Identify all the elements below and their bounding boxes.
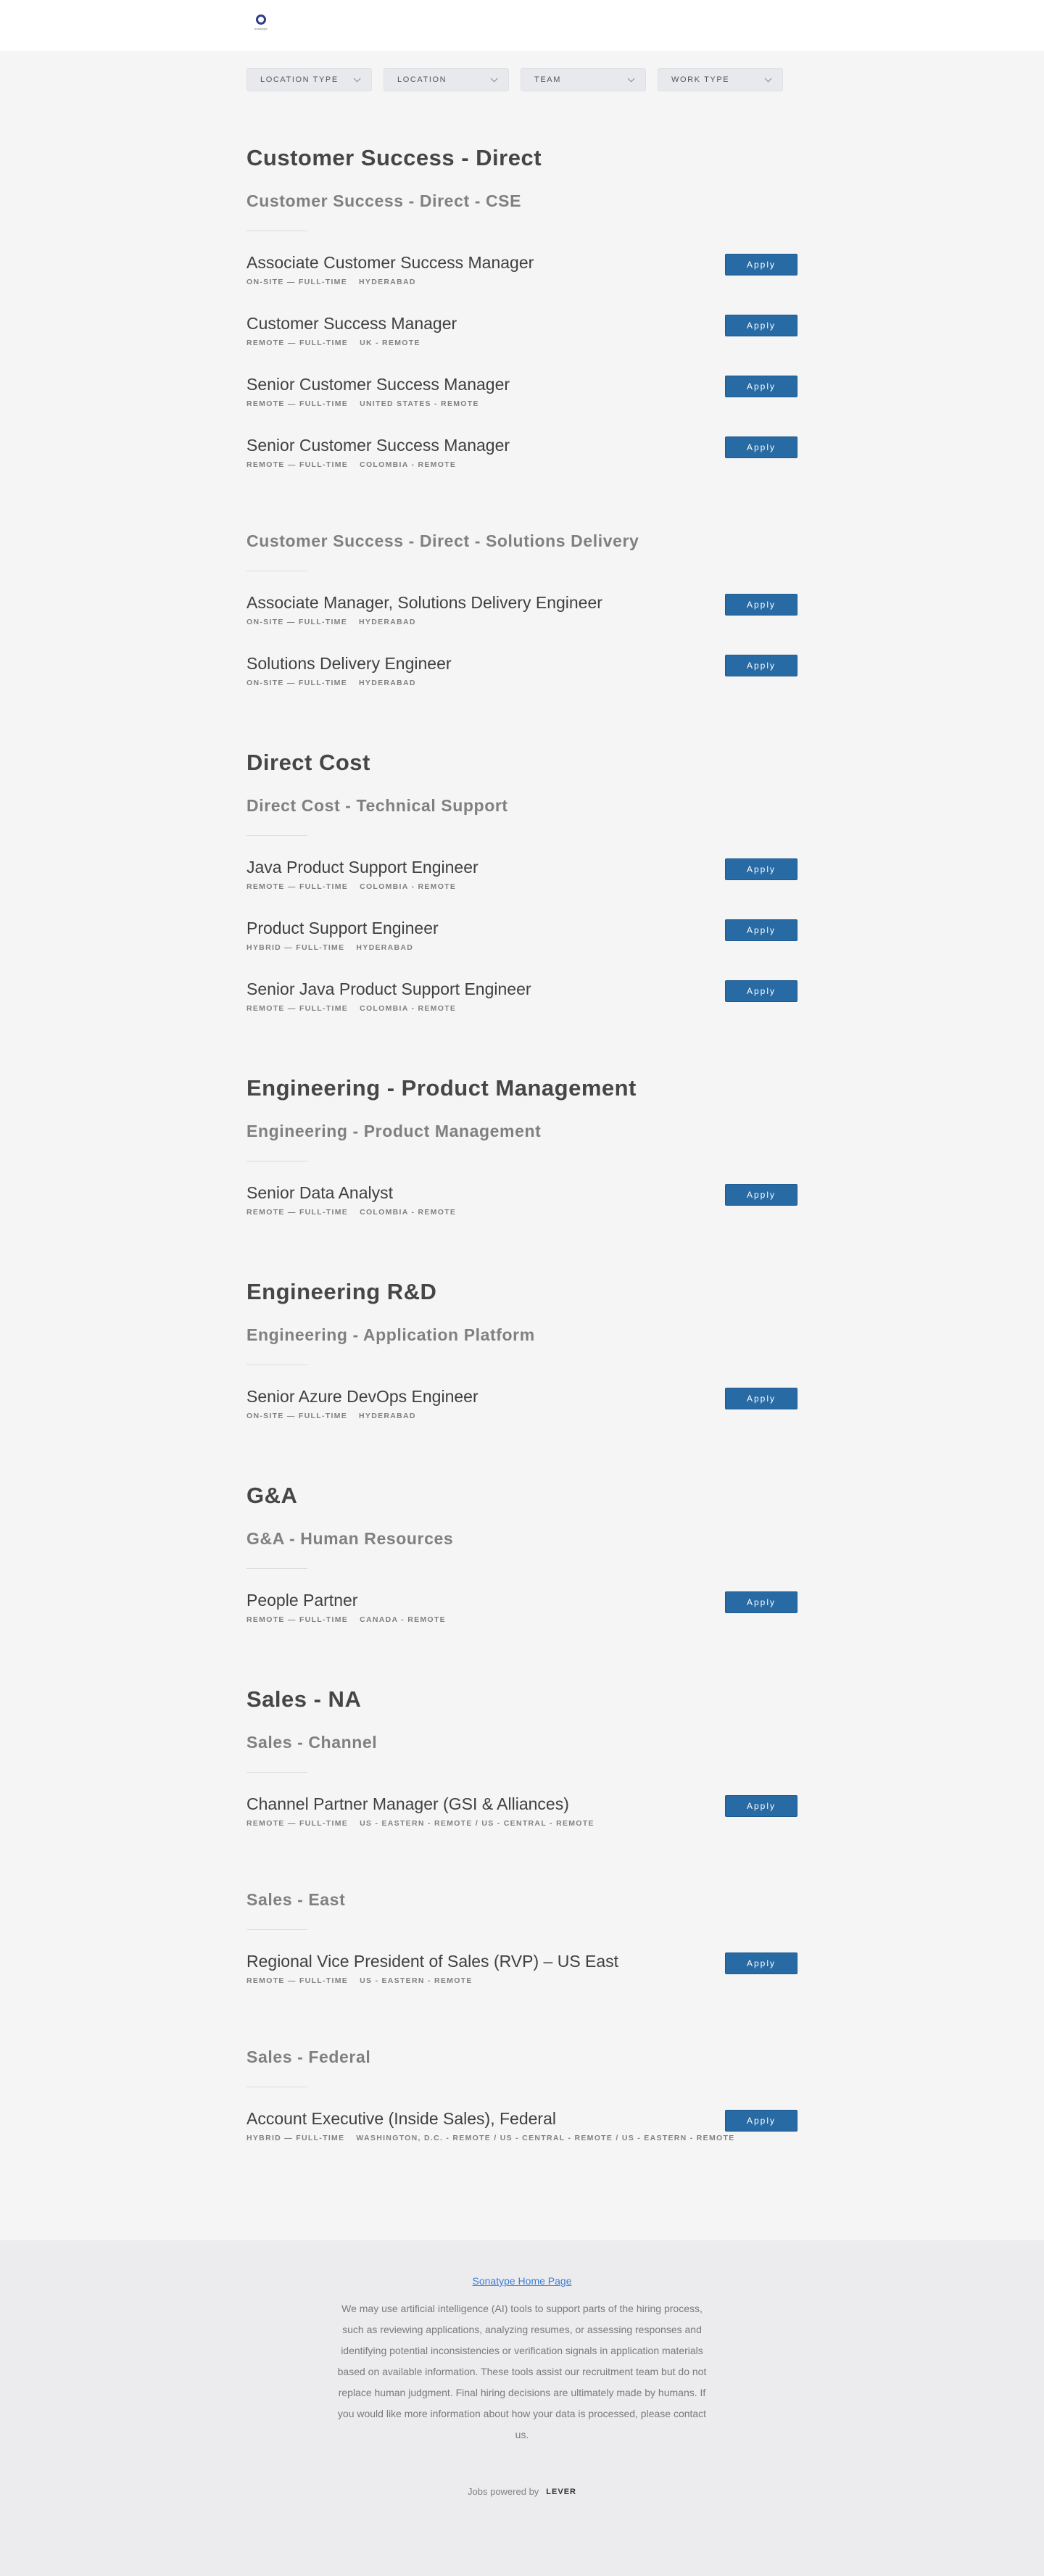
- job-meta: [246, 1615, 798, 1624]
- job-meta: [246, 1004, 798, 1013]
- job-title-link[interactable]: People Partner: [246, 1591, 358, 1610]
- team-group: [246, 530, 798, 748]
- job-work-type: REMOTE — FULL-TIME: [246, 339, 349, 347]
- team-divider: [246, 835, 307, 836]
- job-work-type: ON-SITE — FULL-TIME: [246, 1412, 348, 1420]
- job-posting: [246, 373, 798, 434]
- team-title: Engineering - Product Management: [246, 1122, 542, 1140]
- job-title-link[interactable]: Associate Customer Success Manager: [246, 253, 534, 272]
- job-work-type: REMOTE — FULL-TIME: [246, 460, 349, 469]
- job-location: CANADA - REMOTE: [360, 1615, 446, 1624]
- job-title-link[interactable]: Solutions Delivery Engineer: [246, 654, 452, 673]
- apply-button[interactable]: Apply: [725, 655, 798, 676]
- job-location: COLOMBIA - REMOTE: [360, 1004, 457, 1013]
- apply-button[interactable]: Apply: [725, 1388, 798, 1409]
- job-work-type: REMOTE — FULL-TIME: [246, 1615, 349, 1624]
- team-group: [246, 190, 798, 530]
- job-posting: [246, 434, 798, 495]
- department-title: Engineering - Product Management: [246, 1075, 637, 1101]
- job-work-type: ON-SITE — FULL-TIME: [246, 618, 348, 626]
- job-meta: [246, 278, 798, 286]
- job-location: HYDERABAD: [356, 943, 414, 952]
- apply-button[interactable]: Apply: [725, 1952, 798, 1974]
- filter-label: LOCATION TYPE: [260, 75, 339, 84]
- department-title: Customer Success - Direct: [246, 145, 542, 170]
- apply-button[interactable]: Apply: [725, 254, 798, 276]
- apply-button[interactable]: Apply: [725, 376, 798, 397]
- job-meta: [246, 399, 798, 408]
- team-title: Customer Success - Direct - Solutions Delivery: [246, 531, 639, 550]
- team-divider: [246, 1568, 307, 1569]
- filter-bar: [246, 51, 798, 144]
- team-group: [246, 1731, 798, 1889]
- team-group: [246, 1120, 798, 1277]
- team-title: Sales - Channel: [246, 1733, 378, 1752]
- job-meta: [246, 1819, 798, 1828]
- apply-button[interactable]: Apply: [725, 919, 798, 941]
- department-group: [246, 144, 798, 748]
- chevron-down-icon: [628, 75, 635, 82]
- job-posting: [246, 653, 798, 713]
- chevron-down-icon: [354, 75, 361, 82]
- job-title-link[interactable]: Senior Java Product Support Engineer: [246, 980, 531, 998]
- sonatype-logo[interactable]: [246, 15, 276, 36]
- job-posting: [246, 917, 798, 978]
- apply-button[interactable]: Apply: [725, 436, 798, 458]
- department-group: [246, 1481, 798, 1685]
- team-title: Sales - East: [246, 1890, 346, 1909]
- job-work-type: REMOTE — FULL-TIME: [246, 1976, 349, 1985]
- department-title: Sales - NA: [246, 1686, 362, 1712]
- apply-button[interactable]: Apply: [725, 1591, 798, 1613]
- job-posting: [246, 2108, 798, 2169]
- team-group: [246, 1324, 798, 1481]
- apply-button[interactable]: Apply: [725, 980, 798, 1002]
- job-posting: [246, 252, 798, 312]
- job-location: WASHINGTON, D.C. - REMOTE / US - CENTRAL - REMOTE / US - EASTERN - REMOTE: [356, 2134, 735, 2142]
- team-title: G&A - Human Resources: [246, 1529, 454, 1548]
- job-title-link[interactable]: Senior Azure DevOps Engineer: [246, 1387, 478, 1406]
- team-divider: [246, 1929, 307, 1930]
- department-title: Direct Cost: [246, 750, 370, 775]
- job-location: US - EASTERN - REMOTE: [360, 1976, 473, 1985]
- job-meta: [246, 2134, 798, 2142]
- job-title-link[interactable]: Associate Manager, Solutions Delivery Engineer: [246, 593, 602, 612]
- department-group: [246, 1685, 798, 2203]
- job-posting: [246, 978, 798, 1039]
- job-posting: [246, 1386, 798, 1446]
- job-work-type: REMOTE — FULL-TIME: [246, 882, 349, 891]
- postings-list: [246, 144, 798, 2203]
- job-meta: [246, 679, 798, 687]
- job-posting: [246, 1793, 798, 1854]
- job-meta: [246, 460, 798, 469]
- job-title-link[interactable]: Java Product Support Engineer: [246, 858, 478, 877]
- job-location: US - EASTERN - REMOTE / US - CENTRAL - REMOTE: [360, 1819, 594, 1828]
- job-title-link[interactable]: Senior Data Analyst: [246, 1183, 394, 1202]
- team-group: [246, 795, 798, 1074]
- main-container: [246, 51, 798, 2203]
- job-meta: [246, 943, 798, 952]
- home-page-link[interactable]: Sonatype Home Page: [472, 2275, 572, 2287]
- chevron-down-icon: [765, 75, 772, 82]
- footer: [0, 2240, 1044, 2576]
- job-title-link[interactable]: Channel Partner Manager (GSI & Alliances): [246, 1794, 569, 1813]
- logo-ring-icon: [256, 15, 266, 25]
- top-bar: [0, 0, 1044, 51]
- job-title-link[interactable]: Senior Customer Success Manager: [246, 436, 510, 455]
- job-meta: [246, 882, 798, 891]
- logo-word: sonatype: [254, 27, 268, 30]
- job-posting: [246, 856, 798, 917]
- department-group: [246, 1074, 798, 1277]
- filter-dropdown-location-type[interactable]: [246, 68, 372, 91]
- filter-dropdown-work-type[interactable]: [658, 68, 783, 91]
- filter-dropdown-location[interactable]: [384, 68, 509, 91]
- job-title-link[interactable]: Product Support Engineer: [246, 919, 439, 937]
- job-meta: [246, 1976, 798, 1985]
- department-group: [246, 748, 798, 1074]
- team-title: Customer Success - Direct - CSE: [246, 191, 522, 210]
- apply-button[interactable]: Apply: [725, 315, 798, 336]
- job-work-type: ON-SITE — FULL-TIME: [246, 278, 348, 286]
- job-work-type: REMOTE — FULL-TIME: [246, 1208, 349, 1217]
- apply-button[interactable]: Apply: [725, 1795, 798, 1817]
- apply-button[interactable]: Apply: [725, 1184, 798, 1206]
- job-location: COLOMBIA - REMOTE: [360, 1208, 457, 1217]
- filter-label: TEAM: [534, 75, 561, 84]
- job-location: COLOMBIA - REMOTE: [360, 882, 457, 891]
- apply-button[interactable]: Apply: [725, 2110, 798, 2132]
- team-group: [246, 2046, 798, 2203]
- ai-disclaimer: We may use artificial intelligence (AI) tools to support parts of the hiring process, such as reviewing applications, analyzing resumes, or assessing responses and identifying potential inconsistencies or verification signals in application materials based on available information. These tools assist our recruitment team but do not replace human judgment. Final hiring decisions are ultimately made by humans. If you would like more information about how your data is processed, please contact us.: [337, 2303, 707, 2440]
- job-work-type: HYBRID — FULL-TIME: [246, 2134, 345, 2142]
- team-group: [246, 1528, 798, 1685]
- team-group: [246, 1889, 798, 2046]
- job-work-type: REMOTE — FULL-TIME: [246, 1004, 349, 1013]
- team-title: Engineering - Application Platform: [246, 1325, 535, 1344]
- job-title-link[interactable]: Customer Success Manager: [246, 314, 457, 333]
- job-meta: [246, 1412, 798, 1420]
- job-title-link[interactable]: Account Executive (Inside Sales), Federal: [246, 2109, 556, 2128]
- job-title-link[interactable]: Senior Customer Success Manager: [246, 375, 510, 394]
- job-posting: [246, 312, 798, 373]
- job-location: HYDERABAD: [359, 679, 416, 687]
- job-work-type: HYBRID — FULL-TIME: [246, 943, 345, 952]
- chevron-down-icon: [491, 75, 498, 82]
- job-location: UK - REMOTE: [360, 339, 420, 347]
- job-location: HYDERABAD: [359, 618, 416, 626]
- filter-label: LOCATION: [397, 75, 447, 84]
- apply-button[interactable]: Apply: [725, 594, 798, 616]
- job-work-type: REMOTE — FULL-TIME: [246, 1819, 349, 1828]
- job-posting: [246, 1589, 798, 1650]
- job-posting: [246, 592, 798, 653]
- department-title: G&A: [246, 1483, 298, 1508]
- filter-dropdown-team[interactable]: [521, 68, 646, 91]
- job-meta: [246, 618, 798, 626]
- job-meta: [246, 339, 798, 347]
- lever-logo[interactable]: LEVER: [546, 2487, 576, 2496]
- filter-label: WORK TYPE: [671, 75, 730, 84]
- job-work-type: REMOTE — FULL-TIME: [246, 399, 349, 408]
- job-work-type: ON-SITE — FULL-TIME: [246, 679, 348, 687]
- team-divider: [246, 1364, 307, 1365]
- job-location: COLOMBIA - REMOTE: [360, 460, 457, 469]
- job-meta: [246, 1208, 798, 1217]
- department-group: [246, 1277, 798, 1481]
- team-divider: [246, 1772, 307, 1773]
- job-posting: [246, 1182, 798, 1243]
- job-location: HYDERABAD: [359, 1412, 416, 1420]
- team-title: Sales - Federal: [246, 2047, 371, 2066]
- powered-by: [0, 2486, 1044, 2497]
- job-title-link[interactable]: Regional Vice President of Sales (RVP) – US East: [246, 1952, 619, 1971]
- apply-button[interactable]: Apply: [725, 858, 798, 880]
- department-title: Engineering R&D: [246, 1279, 437, 1304]
- job-posting: [246, 1950, 798, 2011]
- job-location: HYDERABAD: [359, 278, 416, 286]
- job-location: UNITED STATES - REMOTE: [360, 399, 479, 408]
- team-title: Direct Cost - Technical Support: [246, 796, 508, 815]
- powered-by-text: Jobs powered by: [468, 2486, 539, 2497]
